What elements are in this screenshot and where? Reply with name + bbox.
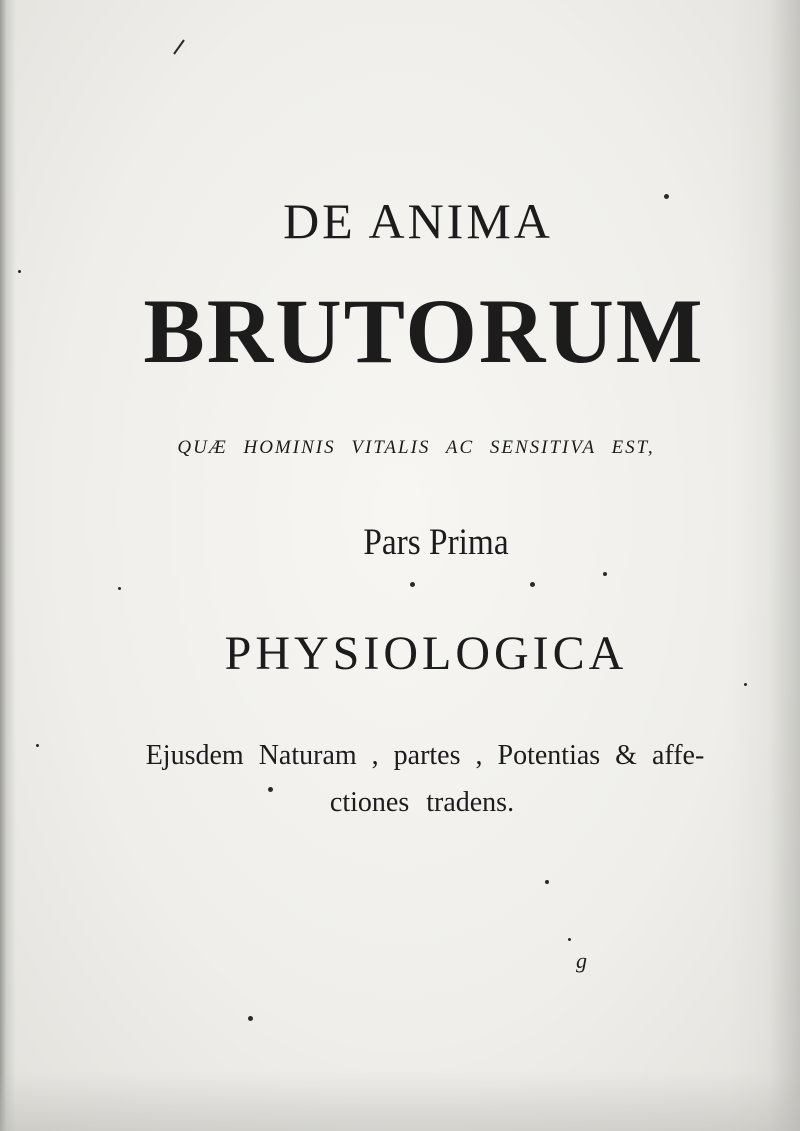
ink-speck [248, 1016, 253, 1021]
description-line-2: ctiones tradens. [329, 787, 515, 818]
ink-mark-icon [172, 38, 186, 56]
subtitle: QUÆ HOMINIS VITALIS AC SENSITIVA EST, [177, 437, 655, 458]
ink-speck [545, 880, 549, 884]
ink-speck [568, 938, 571, 941]
part-name: PHYSIOLOGICA [224, 627, 628, 680]
ink-speck [118, 587, 121, 590]
page-bottom-shadow [0, 1071, 800, 1131]
ink-speck [530, 582, 535, 587]
page-right-edge-shadow [730, 0, 800, 1131]
ink-speck [18, 270, 21, 273]
ink-speck [410, 582, 415, 587]
ink-speck [603, 572, 607, 576]
title-line-2: BRUTORUM [143, 280, 705, 382]
part-label: Pars Prima [363, 522, 509, 563]
description-line-1: Ejusdem Naturam , partes , Potentias & affe- [145, 740, 705, 771]
title-line-1: DE ANIMA [283, 193, 553, 249]
signature-mark: g [576, 948, 587, 973]
ink-speck [744, 683, 747, 686]
page-left-edge-shadow [0, 0, 16, 1131]
